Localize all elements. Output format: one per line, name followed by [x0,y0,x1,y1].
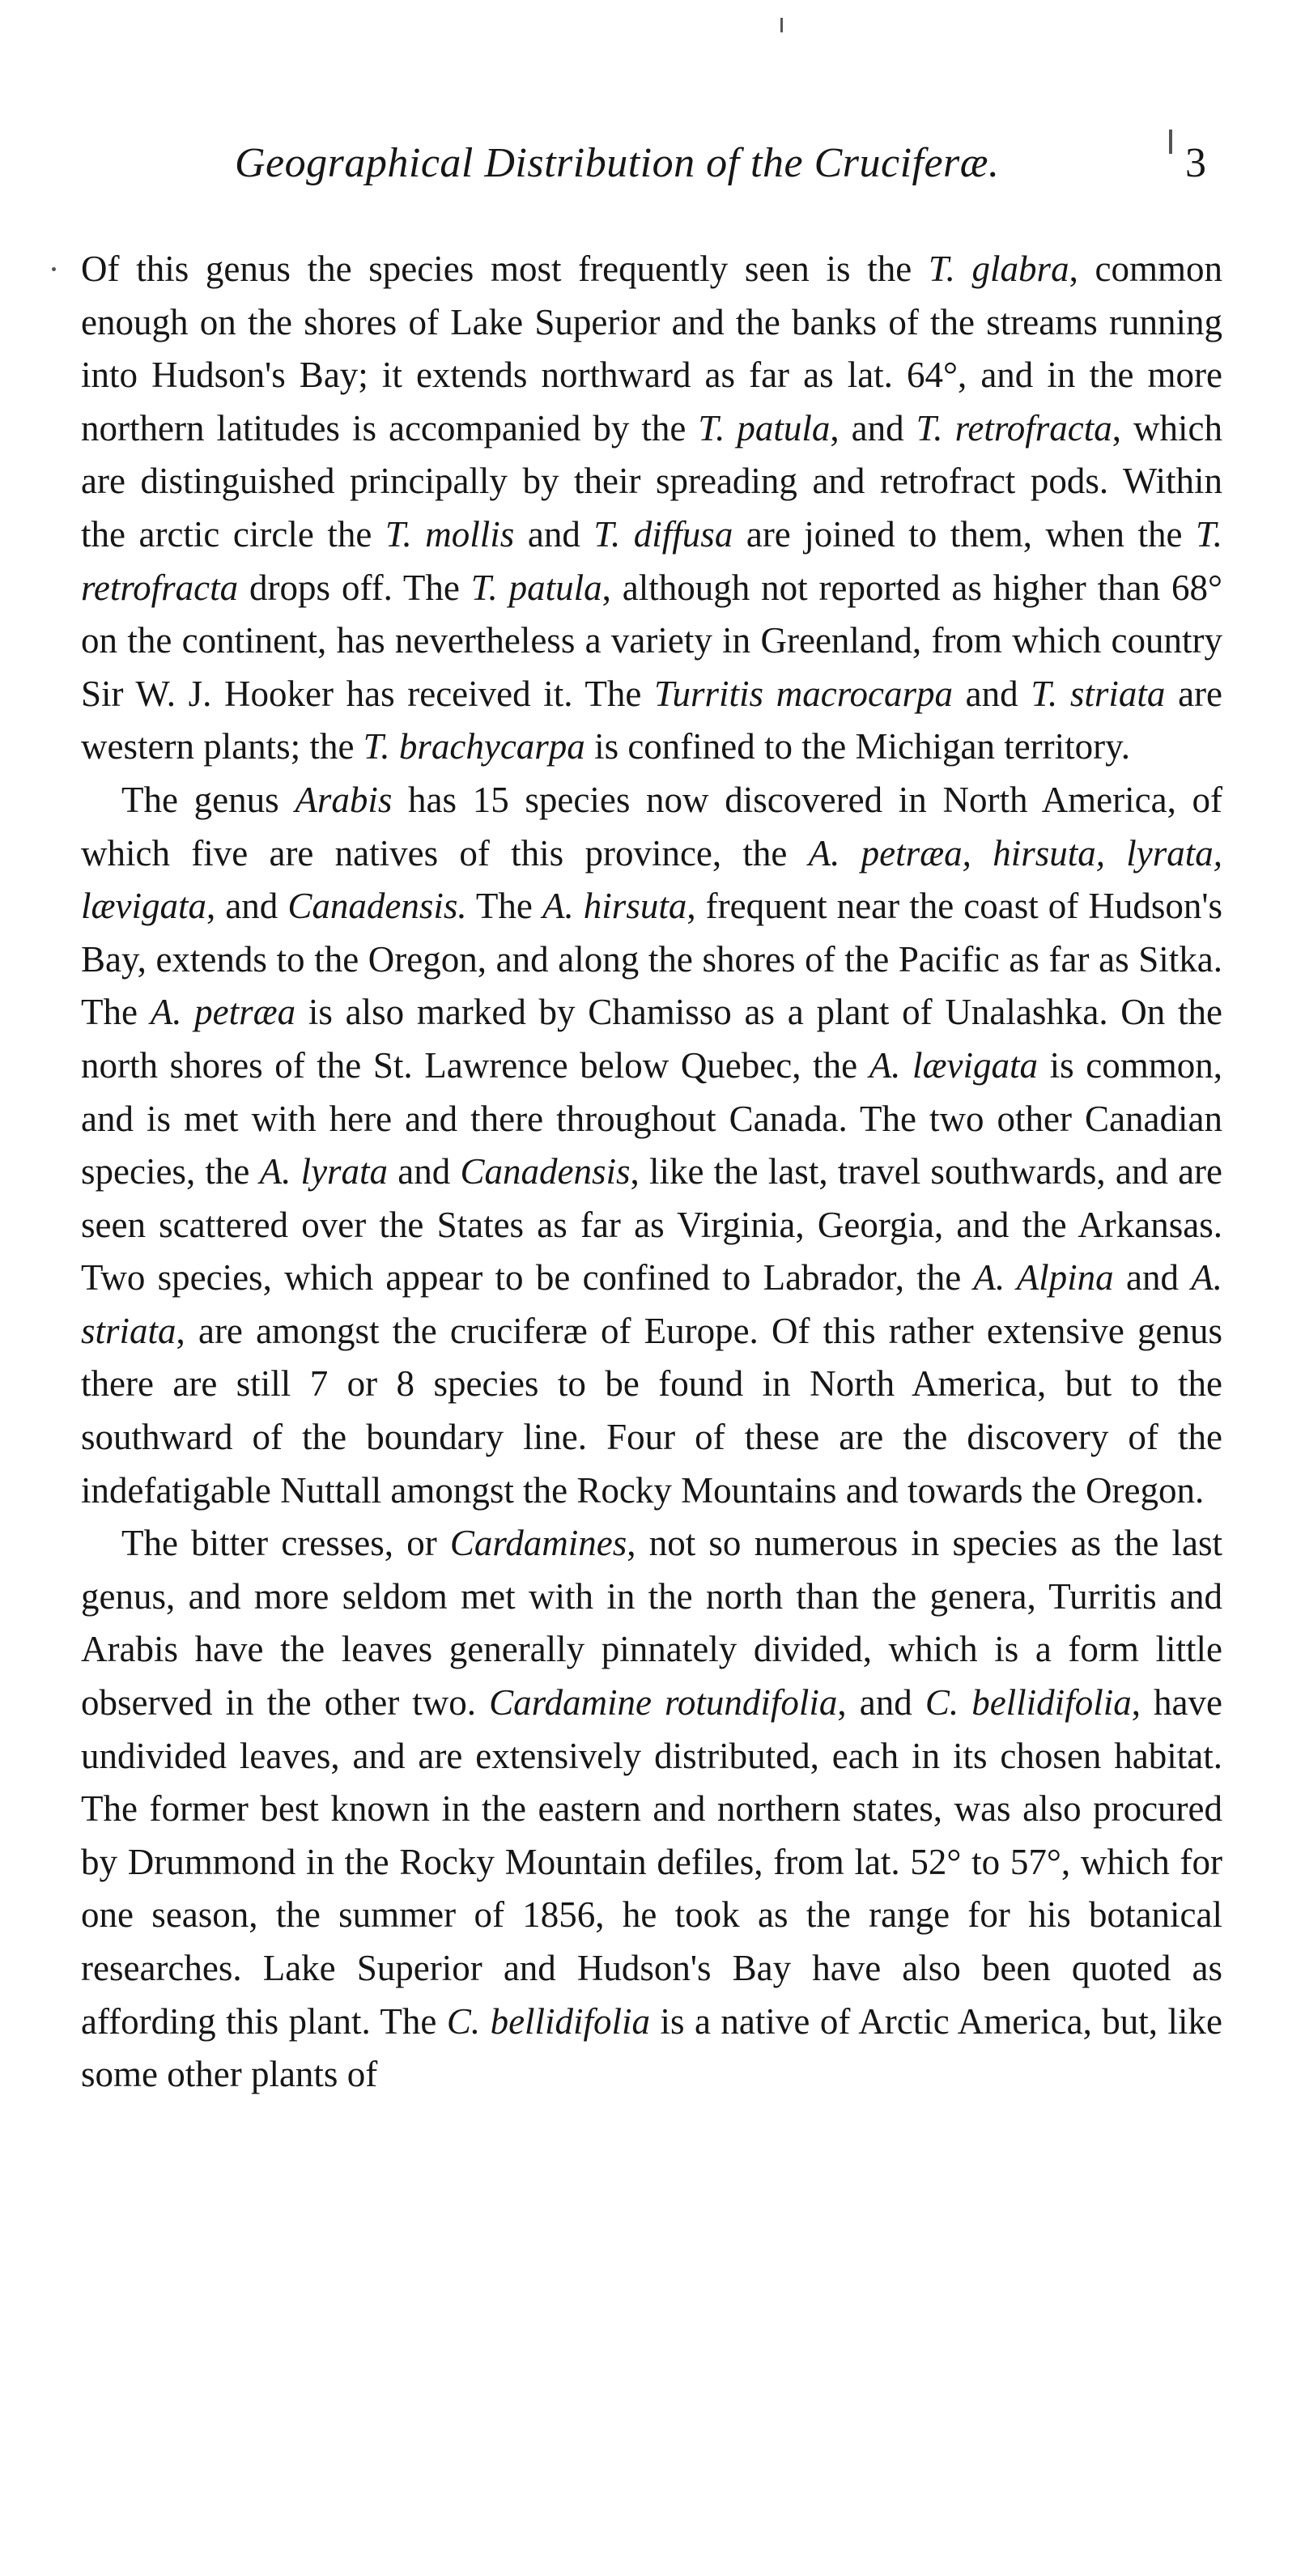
italic-text-run: Arabis [295,779,393,820]
italic-text-run: A. Alpina [973,1257,1114,1299]
italic-text-run: T. diffusa [593,513,733,555]
italic-text-run: C. bellidifolia [925,1682,1132,1724]
text-run: is also marked by Chamisso as a plant of Unalashka. On the north shores of the St. Lawrence below Quebec, the [81,992,1223,1086]
italic-text-run: A. petræa, hirsuta, lyrata, lævigata [81,832,1222,927]
text-run: are joined to them, when the [733,513,1197,555]
italic-text-run: Turritis macrocarpa [653,673,954,714]
body-text [81,243,1222,2102]
text-run: is confined to the Michigan territory. [584,726,1130,767]
italic-text-run: C. bellidifolia [446,2000,651,2042]
print-speck [780,18,783,32]
italic-text-run: T. glabra [928,249,1069,289]
text-run: and [388,1151,461,1192]
italic-text-run: Canadensis. [287,886,467,927]
page-header [81,134,1222,207]
text-run: The [466,886,542,927]
text-run: , which are distinguished principally by their spreading and retrofract pods. Within the arctic circle the [81,407,1222,555]
text-run: , and [206,886,288,927]
text-run: drops off. The [238,567,471,608]
text-run: , although not reported as higher than 68° on the continent, has nevertheless a variety in Greenland, from which country Sir W. J. Hooker has received it. The [81,567,1222,714]
paragraph [81,243,1222,774]
text-run: and [514,513,594,555]
italic-text-run: A. lævigata [869,1044,1039,1086]
text-run: , have undivided leaves, and are extensively distributed, each in its chosen habitat. The former best known in the eastern and northern states, was also procured by Drummond in the Rocky Mountain defiles, from lat. 52° to 57°, which for one season, the summer of 1856, he took as the range for his botanical researches. Lake Superior and Hudson's Bay have also been quoted as affording this plant. The [81,1682,1222,2042]
text-run: , and [837,1682,925,1724]
text-run: and [1113,1257,1192,1299]
italic-text-run: Cardamines [449,1523,627,1564]
italic-text-run: A. hirsuta [542,886,687,927]
italic-text-run: A. petræa [150,992,296,1033]
running-title: Geographical Distribution of the Cruciferæ. [235,140,1000,186]
text-run: is common, and is met with here and there throughout Canada. The two other Canadian species, the [81,1044,1222,1192]
italic-text-run: T. patula [698,407,831,448]
print-speck [52,267,56,271]
paragraph [81,774,1222,1517]
italic-text-run: A. striata [81,1257,1222,1351]
text-run: is a native of Arctic America, but, like some other plants of [81,2000,1222,2095]
italic-text-run: A. lyrata [259,1151,389,1192]
paragraph [81,1517,1222,2102]
page-number: 3 [1185,140,1206,186]
text-run: , like the last, travel southwards, and are seen scattered over the States as far as Virginia, Georgia, and the Arkansas. Two species, which appear to be confined to Labrador, the [81,1151,1222,1299]
text-run: Of this genus the species most frequently seen is the [81,249,929,289]
text-run: The bitter cresses, or [121,1523,450,1564]
text-run: has 15 species now discovered in North America, of which five are natives of this province, the [81,779,1223,874]
italic-text-run: T. mollis [385,513,515,555]
text-run: , frequent near the coast of Hudson's Bay, extends to the Oregon, and along the shores of the Pacific as far as Sitka. The [81,886,1222,1033]
italic-text-run: T. retrofracta [81,513,1222,608]
text-run: , and [830,407,916,448]
italic-text-run: T. patula [470,567,602,608]
text-run: and [953,673,1031,714]
text-run: The genus [121,779,295,820]
text-run: , not so numerous in species as the last genus, and more seldom met with in the north than the genera, Turritis and Arabis have the leaves generally pinnately divided, which is a form little observed in the other two. [81,1523,1222,1724]
italic-text-run: Canadensis [460,1151,631,1192]
text-run: , are amongst the cruciferæ of Europe. Of this rather extensive genus there are still 7 or 8 species to be found in North America, but to the southward of the boundary line. Four of these are the discovery of the indefatigable Nuttall amongst the Rocky Mountains and towards the Oregon. [81,1310,1222,1511]
text-run: are western plants; the [81,673,1223,767]
text-run: , common enough on the shores of Lake Superior and the banks of the streams running into Hudson's Bay; it extends northward as far as lat. 64°, and in the more northern latitudes is accompanied by the [81,249,1223,448]
italic-text-run: T. retrofracta [916,407,1112,448]
italic-text-run: Cardamine rotundifolia [489,1682,838,1724]
italic-text-run: T. striata [1031,673,1166,714]
italic-text-run: T. brachycarpa [363,726,585,767]
